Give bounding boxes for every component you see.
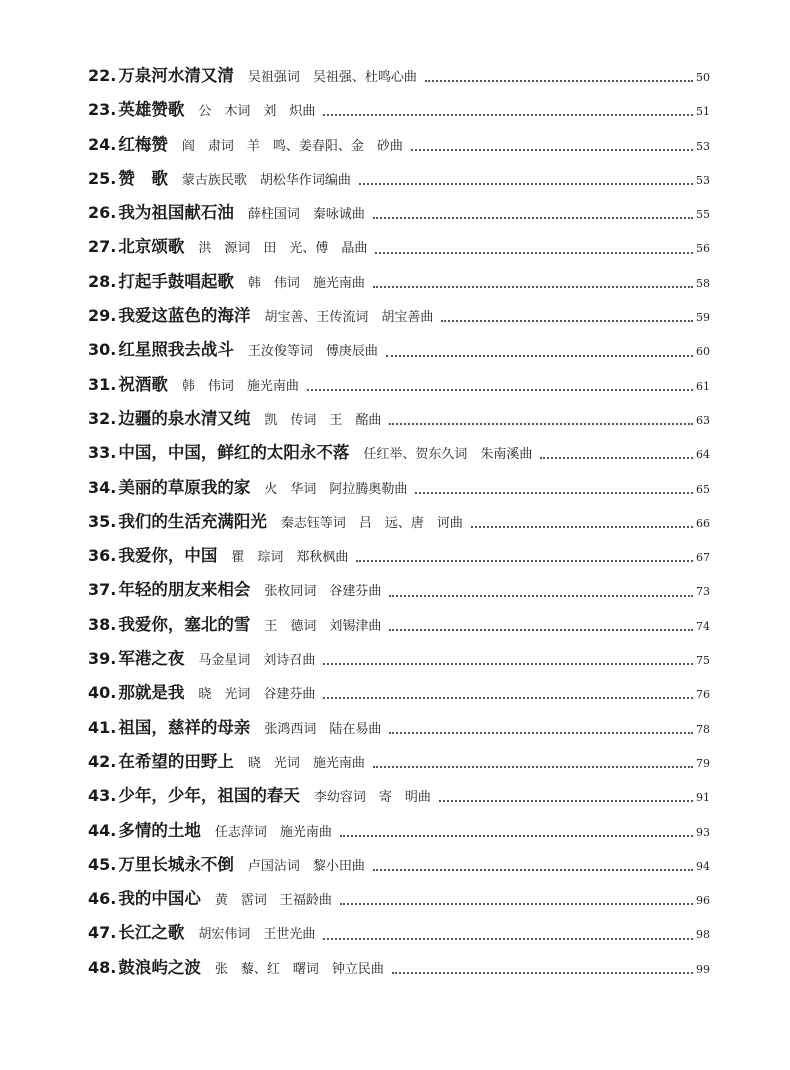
dot-leader bbox=[375, 252, 693, 254]
toc-entry[interactable] bbox=[88, 233, 710, 267]
dot-leader bbox=[425, 80, 693, 82]
song-title: 我爱这蓝色的海洋 bbox=[118, 306, 251, 326]
song-title: 万泉河水清又清 bbox=[118, 66, 234, 85]
entry-number: 37. bbox=[88, 580, 117, 600]
page-number: 61 bbox=[696, 379, 710, 393]
song-title: 英雄赞歌 bbox=[118, 100, 185, 120]
page-number: 99 bbox=[696, 962, 710, 976]
dot-leader bbox=[415, 492, 693, 494]
entry-number: 43. bbox=[88, 786, 117, 806]
entry-number: 40. bbox=[88, 683, 117, 703]
toc-entry[interactable] bbox=[88, 165, 710, 199]
song-title: 祝酒歌 bbox=[118, 374, 168, 394]
page-number: 55 bbox=[696, 208, 710, 222]
dot-leader bbox=[373, 869, 693, 871]
page-number: 63 bbox=[696, 413, 710, 427]
song-credits: 任志萍词 施光南曲 bbox=[214, 824, 332, 840]
song-title: 边疆的泉水清又纯 bbox=[118, 408, 251, 428]
entry-number: 46. bbox=[88, 889, 117, 909]
entry-number: 22. bbox=[88, 66, 117, 85]
song-title: 打起手鼓唱起歌 bbox=[118, 271, 234, 291]
song-credits: 韩 伟词 施光南曲 bbox=[247, 275, 365, 291]
song-credits: 火 华词 阿拉腾奥勒曲 bbox=[264, 481, 408, 497]
song-title: 我爱你，中国 bbox=[118, 546, 218, 566]
toc-entry[interactable] bbox=[88, 611, 710, 645]
dot-leader bbox=[441, 320, 693, 322]
song-credits: 吴祖强词 吴祖强、杜鸣心曲 bbox=[247, 70, 417, 85]
song-credits: 张鸿西词 陆在易曲 bbox=[264, 721, 382, 737]
song-title: 中国，中国，鲜红的太阳永不落 bbox=[118, 443, 350, 463]
dot-leader bbox=[323, 697, 693, 699]
entry-number: 23. bbox=[88, 100, 117, 120]
song-title: 军港之夜 bbox=[118, 649, 185, 669]
entry-number: 26. bbox=[88, 203, 117, 223]
dot-leader bbox=[389, 595, 693, 597]
toc-entry[interactable] bbox=[88, 748, 710, 782]
entry-number: 29. bbox=[88, 306, 117, 326]
entry-number: 35. bbox=[88, 511, 117, 531]
dot-leader bbox=[373, 286, 693, 288]
page-number: 96 bbox=[696, 894, 710, 908]
page-number: 53 bbox=[696, 173, 710, 187]
song-title: 我爱你，塞北的雪 bbox=[118, 614, 251, 634]
song-credits: 张枚同词 谷建芬曲 bbox=[264, 584, 382, 600]
song-title: 多情的土地 bbox=[118, 820, 201, 840]
dot-leader bbox=[323, 114, 693, 116]
song-credits: 韩 伟词 施光南曲 bbox=[181, 378, 299, 394]
entry-number: 36. bbox=[88, 546, 117, 566]
song-title: 在希望的田野上 bbox=[118, 751, 234, 771]
entry-number: 27. bbox=[88, 237, 117, 257]
table-of-contents bbox=[88, 62, 710, 988]
song-credits: 张 藜、红 曙词 钟立民曲 bbox=[214, 961, 384, 977]
toc-entry[interactable] bbox=[88, 96, 710, 130]
song-title: 那就是我 bbox=[118, 683, 185, 703]
song-title: 祖国，慈祥的母亲 bbox=[118, 717, 251, 737]
entry-number: 30. bbox=[88, 340, 117, 360]
song-credits: 胡宝善、王传流词 胡宝善曲 bbox=[264, 310, 434, 326]
dot-leader bbox=[540, 457, 693, 459]
song-credits: 洪 源词 田 光、傅 晶曲 bbox=[198, 241, 368, 257]
song-credits: 公 木词 刘 炽曲 bbox=[198, 104, 316, 120]
entry-number: 31. bbox=[88, 374, 117, 394]
page-number: 67 bbox=[696, 551, 710, 565]
toc-entry[interactable] bbox=[88, 439, 710, 473]
page-number: 73 bbox=[696, 585, 710, 599]
dot-leader bbox=[373, 217, 693, 219]
dot-leader bbox=[356, 560, 693, 562]
entry-number: 42. bbox=[88, 751, 117, 771]
page-number: 79 bbox=[696, 756, 710, 770]
page-number: 93 bbox=[696, 825, 710, 839]
page-number: 65 bbox=[696, 482, 710, 496]
toc-entry[interactable] bbox=[88, 302, 710, 336]
song-title: 我们的生活充满阳光 bbox=[118, 511, 267, 531]
toc-entry[interactable] bbox=[88, 405, 710, 439]
song-credits: 阎 肃词 羊 鸣、姜春阳、金 砂曲 bbox=[181, 138, 403, 154]
entry-number: 48. bbox=[88, 957, 117, 977]
toc-entry[interactable] bbox=[88, 62, 710, 96]
entry-number: 33. bbox=[88, 443, 117, 463]
entry-number: 38. bbox=[88, 614, 117, 634]
toc-entry[interactable] bbox=[88, 714, 710, 748]
song-credits: 胡宏伟词 王世光曲 bbox=[198, 927, 316, 943]
toc-entry[interactable] bbox=[88, 268, 710, 302]
entry-number: 25. bbox=[88, 168, 117, 188]
song-credits: 晓 光词 施光南曲 bbox=[247, 755, 365, 771]
dot-leader bbox=[340, 903, 693, 905]
page-number: 56 bbox=[696, 242, 710, 256]
toc-entry[interactable] bbox=[88, 199, 710, 233]
entry-number: 39. bbox=[88, 649, 117, 669]
toc-entry[interactable] bbox=[88, 782, 710, 816]
song-title: 美丽的草原我的家 bbox=[118, 477, 251, 497]
entry-number: 41. bbox=[88, 717, 117, 737]
song-credits: 秦志钰等词 吕 远、唐 诃曲 bbox=[280, 515, 463, 531]
song-title: 红梅赞 bbox=[118, 134, 168, 154]
song-title: 年轻的朋友来相会 bbox=[118, 580, 251, 600]
toc-entry[interactable] bbox=[88, 131, 710, 165]
dot-leader bbox=[373, 766, 693, 768]
toc-entry[interactable] bbox=[88, 474, 710, 508]
song-credits: 薛柱国词 秦咏诚曲 bbox=[247, 207, 365, 223]
dot-leader bbox=[340, 835, 693, 837]
dot-leader bbox=[392, 972, 693, 974]
dot-leader bbox=[389, 423, 693, 425]
page-number: 66 bbox=[696, 516, 710, 530]
entry-number: 24. bbox=[88, 134, 117, 154]
toc-entry[interactable] bbox=[88, 508, 710, 542]
song-credits: 王汝俊等词 傅庚辰曲 bbox=[247, 344, 378, 360]
toc-entry[interactable] bbox=[88, 336, 710, 370]
song-title: 少年，少年，祖国的春天 bbox=[118, 786, 300, 806]
song-credits: 蒙古族民歌 胡松华作词编曲 bbox=[181, 172, 351, 188]
song-credits: 任红举、贺东久词 朱南溪曲 bbox=[363, 447, 533, 463]
toc-entry[interactable] bbox=[88, 817, 710, 851]
page-number: 75 bbox=[696, 654, 710, 668]
song-title: 红星照我去战斗 bbox=[118, 340, 234, 360]
page-number: 51 bbox=[696, 105, 710, 119]
page-number: 78 bbox=[696, 722, 710, 736]
dot-leader bbox=[307, 389, 693, 391]
entry-number: 34. bbox=[88, 477, 117, 497]
page-number: 76 bbox=[696, 688, 710, 702]
toc-entry[interactable] bbox=[88, 542, 710, 576]
toc-entry[interactable] bbox=[88, 679, 710, 713]
song-title: 鼓浪屿之波 bbox=[118, 957, 201, 977]
song-title: 赞 歌 bbox=[118, 168, 168, 188]
entry-number: 44. bbox=[88, 820, 117, 840]
dot-leader bbox=[439, 800, 693, 802]
song-credits: 黄 霑词 王福龄曲 bbox=[214, 893, 332, 909]
page-number: 58 bbox=[696, 276, 710, 290]
song-credits: 马金星词 刘诗召曲 bbox=[198, 653, 316, 669]
page-number: 59 bbox=[696, 311, 710, 325]
toc-entry[interactable] bbox=[88, 885, 710, 919]
song-title: 长江之歌 bbox=[118, 923, 185, 943]
dot-leader bbox=[411, 149, 693, 151]
dot-leader bbox=[389, 732, 693, 734]
toc-entry[interactable] bbox=[88, 371, 710, 405]
entry-number: 45. bbox=[88, 854, 117, 874]
entry-number: 32. bbox=[88, 408, 117, 428]
page-number: 94 bbox=[696, 859, 710, 873]
toc-entry[interactable] bbox=[88, 851, 710, 885]
page-number: 60 bbox=[696, 345, 710, 359]
page-number: 64 bbox=[696, 448, 710, 462]
dot-leader bbox=[359, 183, 693, 185]
song-credits: 凯 传词 王 酩曲 bbox=[264, 412, 382, 428]
toc-entry[interactable] bbox=[88, 576, 710, 610]
page-number: 98 bbox=[696, 928, 710, 942]
song-title: 我的中国心 bbox=[118, 889, 201, 909]
dot-leader bbox=[471, 526, 693, 528]
toc-entry[interactable] bbox=[88, 919, 710, 953]
dot-leader bbox=[389, 629, 693, 631]
song-credits: 李幼容词 寄 明曲 bbox=[313, 790, 431, 806]
entry-number: 28. bbox=[88, 271, 117, 291]
dot-leader bbox=[323, 663, 693, 665]
page-number: 91 bbox=[696, 791, 710, 805]
song-title: 北京颂歌 bbox=[118, 237, 185, 257]
page-number: 53 bbox=[696, 139, 710, 153]
song-title: 万里长城永不倒 bbox=[118, 854, 234, 874]
dot-leader bbox=[323, 938, 693, 940]
page-number: 50 bbox=[696, 71, 710, 84]
dot-leader bbox=[386, 355, 693, 357]
song-credits: 晓 光词 谷建芬曲 bbox=[198, 687, 316, 703]
song-credits: 瞿 琮词 郑秋枫曲 bbox=[231, 550, 349, 566]
song-credits: 卢国沾词 黎小田曲 bbox=[247, 858, 365, 874]
song-credits: 王 德词 刘锡津曲 bbox=[264, 618, 382, 634]
song-title: 我为祖国献石油 bbox=[118, 203, 234, 223]
toc-entry[interactable] bbox=[88, 645, 710, 679]
toc-entry[interactable] bbox=[88, 954, 710, 988]
page-number: 74 bbox=[696, 619, 710, 633]
entry-number: 47. bbox=[88, 923, 117, 943]
